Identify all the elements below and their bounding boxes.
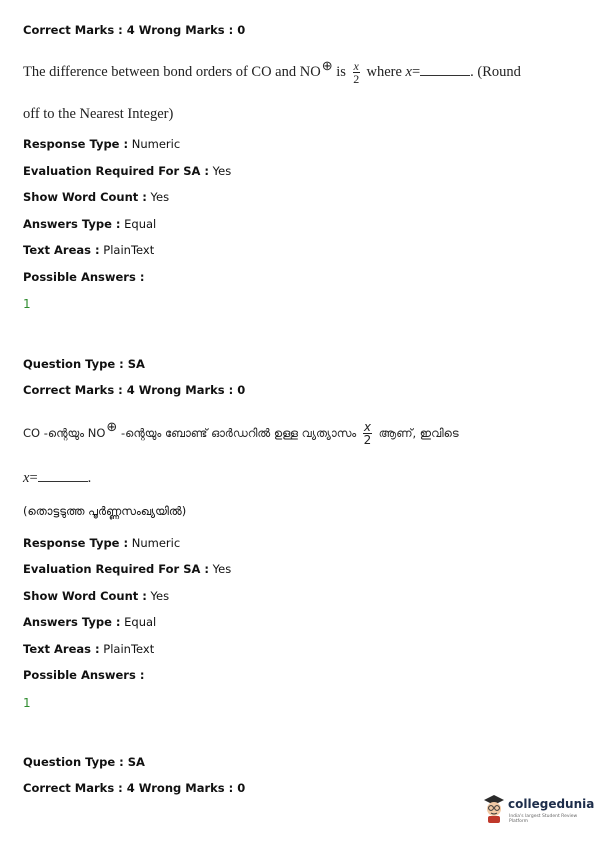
meta-text-areas (23, 243, 154, 257)
meta-possible-answers (23, 270, 144, 284)
fraction-denominator: 2 (353, 72, 360, 87)
meta-key: Show Word Count : (23, 589, 147, 603)
question-type-line: Question Type : SA (23, 755, 145, 769)
logo-tagline: India's largest Student Review Platform (509, 814, 578, 824)
meta-response-type (23, 536, 180, 550)
question-text-ml-line3: (തൊട്ടടുത്ത പൂർണ്ണസംഖ്യയിൽ) (23, 504, 187, 518)
question-text-part: is (332, 64, 350, 80)
question-text-part: where (362, 64, 406, 80)
collegedunia-logo (482, 794, 595, 828)
meta-value: Yes (209, 562, 232, 576)
meta-key: Answers Type : (23, 217, 121, 231)
meta-show-word-count (23, 190, 169, 204)
meta-value: Equal (120, 217, 157, 231)
variable-x: x (23, 470, 30, 486)
meta-key: Possible Answers : (23, 270, 145, 284)
ion-label: NO (87, 426, 106, 440)
meta-key: Evaluation Required For SA : (23, 164, 210, 178)
meta-key: Show Word Count : (23, 190, 147, 204)
meta-answers-type (23, 217, 156, 231)
possible-answer-value: 1 (23, 297, 31, 311)
marks-line: Correct Marks : 4 Wrong Marks : 0 (23, 23, 246, 37)
meta-key: Text Areas : (23, 642, 100, 656)
question-text-part: CO -ന്റെയും (23, 426, 88, 440)
meta-show-word-count (23, 589, 169, 603)
graduate-mascot-icon (482, 794, 506, 824)
answer-blank (38, 471, 88, 482)
question-text-part: . (Round (470, 64, 521, 80)
meta-key: Possible Answers : (23, 668, 145, 682)
question-text-en (23, 58, 521, 85)
marks-line: Correct Marks : 4 Wrong Marks : 0 (23, 383, 246, 397)
marks-line: Correct Marks : 4 Wrong Marks : 0 (23, 781, 246, 795)
meta-answers-type (23, 615, 156, 629)
oplus-symbol: ⊕ (321, 58, 333, 73)
question-text-part: . (87, 470, 92, 486)
meta-text-areas (23, 642, 154, 656)
meta-value: PlainText (99, 642, 155, 656)
meta-key: Evaluation Required For SA : (23, 562, 210, 576)
question-type-line: Question Type : SA (23, 357, 145, 371)
meta-key: Text Areas : (23, 243, 100, 257)
meta-evaluation-required (23, 164, 231, 178)
variable-x: x (405, 64, 412, 80)
meta-response-type (23, 137, 180, 151)
question-text-ml (23, 420, 459, 446)
fraction-denominator: 2 (363, 433, 372, 447)
question-text-part: The difference between bond orders of CO and (23, 64, 300, 80)
meta-value: Numeric (128, 137, 181, 151)
meta-value: Yes (209, 164, 232, 178)
answer-blank (420, 65, 470, 76)
question-text-part: -ന്റെയും ബോണ്ട് ഓർഡറിൽ ഉള്ള വ്യത്യാസം (117, 426, 360, 440)
equals-sign: = (29, 470, 38, 486)
fraction-numerator: x (363, 420, 372, 434)
meta-value: Yes (146, 190, 170, 204)
question-text-ml-line2 (23, 470, 91, 487)
fraction (353, 60, 360, 85)
logo-name: collegedunia (508, 797, 595, 811)
meta-value: Equal (120, 615, 157, 629)
ion-label: NO (299, 64, 321, 80)
meta-value: PlainText (99, 243, 155, 257)
meta-evaluation-required (23, 562, 231, 576)
equals-sign: = (411, 64, 421, 80)
fraction-numerator: x (353, 59, 359, 74)
meta-key: Response Type : (23, 137, 129, 151)
question-text-en-line2: off to the Nearest Integer) (23, 106, 174, 122)
possible-answer-value: 1 (23, 696, 31, 710)
question-text-part: ആണ്, ഇവിടെ (375, 426, 459, 440)
fraction (363, 421, 372, 446)
meta-key: Response Type : (23, 536, 129, 550)
meta-possible-answers (23, 668, 144, 682)
meta-key: Answers Type : (23, 615, 121, 629)
oplus-symbol: ⊕ (106, 420, 118, 435)
meta-value: Numeric (128, 536, 181, 550)
meta-value: Yes (146, 589, 170, 603)
